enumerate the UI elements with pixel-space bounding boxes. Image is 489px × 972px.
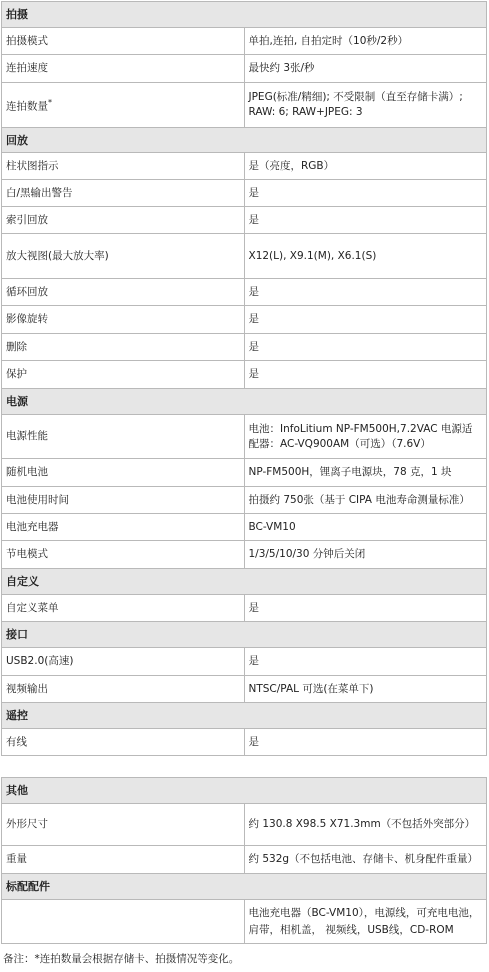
spec-label: 连拍速度 [2, 55, 245, 83]
spec-label: 循环回放 [2, 279, 245, 306]
spec-value: X12(L), X9.1(M), X6.1(S) [244, 234, 487, 279]
spec-label: 电池充电器 [2, 514, 245, 541]
spec-table [1, 1, 487, 756]
spec-value: BC-VM10 [244, 514, 487, 541]
spec-label-text: 连拍数量 [6, 100, 48, 113]
spec-value: NP-FM500H，锂离子电源块，78 克，1 块 [244, 459, 487, 487]
spec-value: 是 [244, 729, 487, 756]
section-header: 其他 [2, 778, 487, 804]
spec-label: 删除 [2, 334, 245, 361]
spec-value: 电池充电器（BC-VM10），电源线，可充电电池，肩带，相机盖， 视频线，USB线，CD-ROM [244, 900, 487, 944]
spec-value: JPEG(标准/精细); 不受限制（直至存储卡满）; RAW: 6; RAW+JPEG: 3 [244, 83, 487, 128]
section-header: 自定义 [2, 569, 487, 595]
footnote-mark: * [48, 98, 52, 108]
spec-value: 单拍,连拍, 自拍定时（10秒/2秒） [244, 28, 487, 55]
spec-value: 电池：InfoLitium NP-FM500H,7.2VAC 电源适配器：AC-VQ900AM（可选）（7.6V） [244, 415, 487, 459]
spec-label: 拍摄模式 [2, 28, 245, 55]
spec-value: 是 [244, 334, 487, 361]
spec-label [2, 900, 245, 944]
spec-label: 重量 [2, 846, 245, 874]
spec-label: 随机电池 [2, 459, 245, 487]
spec-label: 白/黑输出警告 [2, 180, 245, 207]
section-header: 电源 [2, 389, 487, 415]
spec-value: 是 [244, 595, 487, 622]
spec-label: 电源性能 [2, 415, 245, 459]
spec-value: 是 [244, 306, 487, 334]
spec-label: 节电模式 [2, 541, 245, 569]
spec-label: USB2.0(高速) [2, 648, 245, 676]
spec-value: 是 [244, 279, 487, 306]
section-header: 回放 [2, 128, 487, 153]
spec-value: 最快约 3张/秒 [244, 55, 487, 83]
spec-label: 视频输出 [2, 676, 245, 703]
section-header: 接口 [2, 622, 487, 648]
spec-value: 约 532g（不包括电池、存储卡、机身配件重量） [244, 846, 487, 874]
spec-value: 是 [244, 207, 487, 234]
spec-label: 影像旋转 [2, 306, 245, 334]
spec-value: 是 [244, 180, 487, 207]
section-header: 拍摄 [2, 2, 487, 28]
spec-value: 拍摄约 750张（基于 CIPA 电池寿命测量标准） [244, 487, 487, 514]
footnote: 备注：*连拍数量会根据存储卡、拍摄情况等变化。 [3, 953, 240, 965]
spec-value: 是 [244, 648, 487, 676]
spec-value: 1/3/5/10/30 分钟后关闭 [244, 541, 487, 569]
spec-label: 外形尺寸 [2, 804, 245, 846]
section-header: 遥控 [2, 703, 487, 729]
spec-label: 放大视图(最大放大率) [2, 234, 245, 279]
spec-value: 约 130.8 X98.5 X71.3mm（不包括外突部分） [244, 804, 487, 846]
spec-label: 保护 [2, 361, 245, 389]
spec-value: 是（亮度，RGB） [244, 153, 487, 180]
spec-value: NTSC/PAL 可选(在菜单下) [244, 676, 487, 703]
spec-label: 柱状图指示 [2, 153, 245, 180]
spec-value: 是 [244, 361, 487, 389]
section-header: 标配配件 [2, 874, 487, 900]
spec-label: 电池使用时间 [2, 487, 245, 514]
spec-label: 自定义菜单 [2, 595, 245, 622]
spec-label: 索引回放 [2, 207, 245, 234]
spec-table-other [1, 777, 487, 944]
spec-label [2, 83, 245, 128]
spec-label: 有线 [2, 729, 245, 756]
